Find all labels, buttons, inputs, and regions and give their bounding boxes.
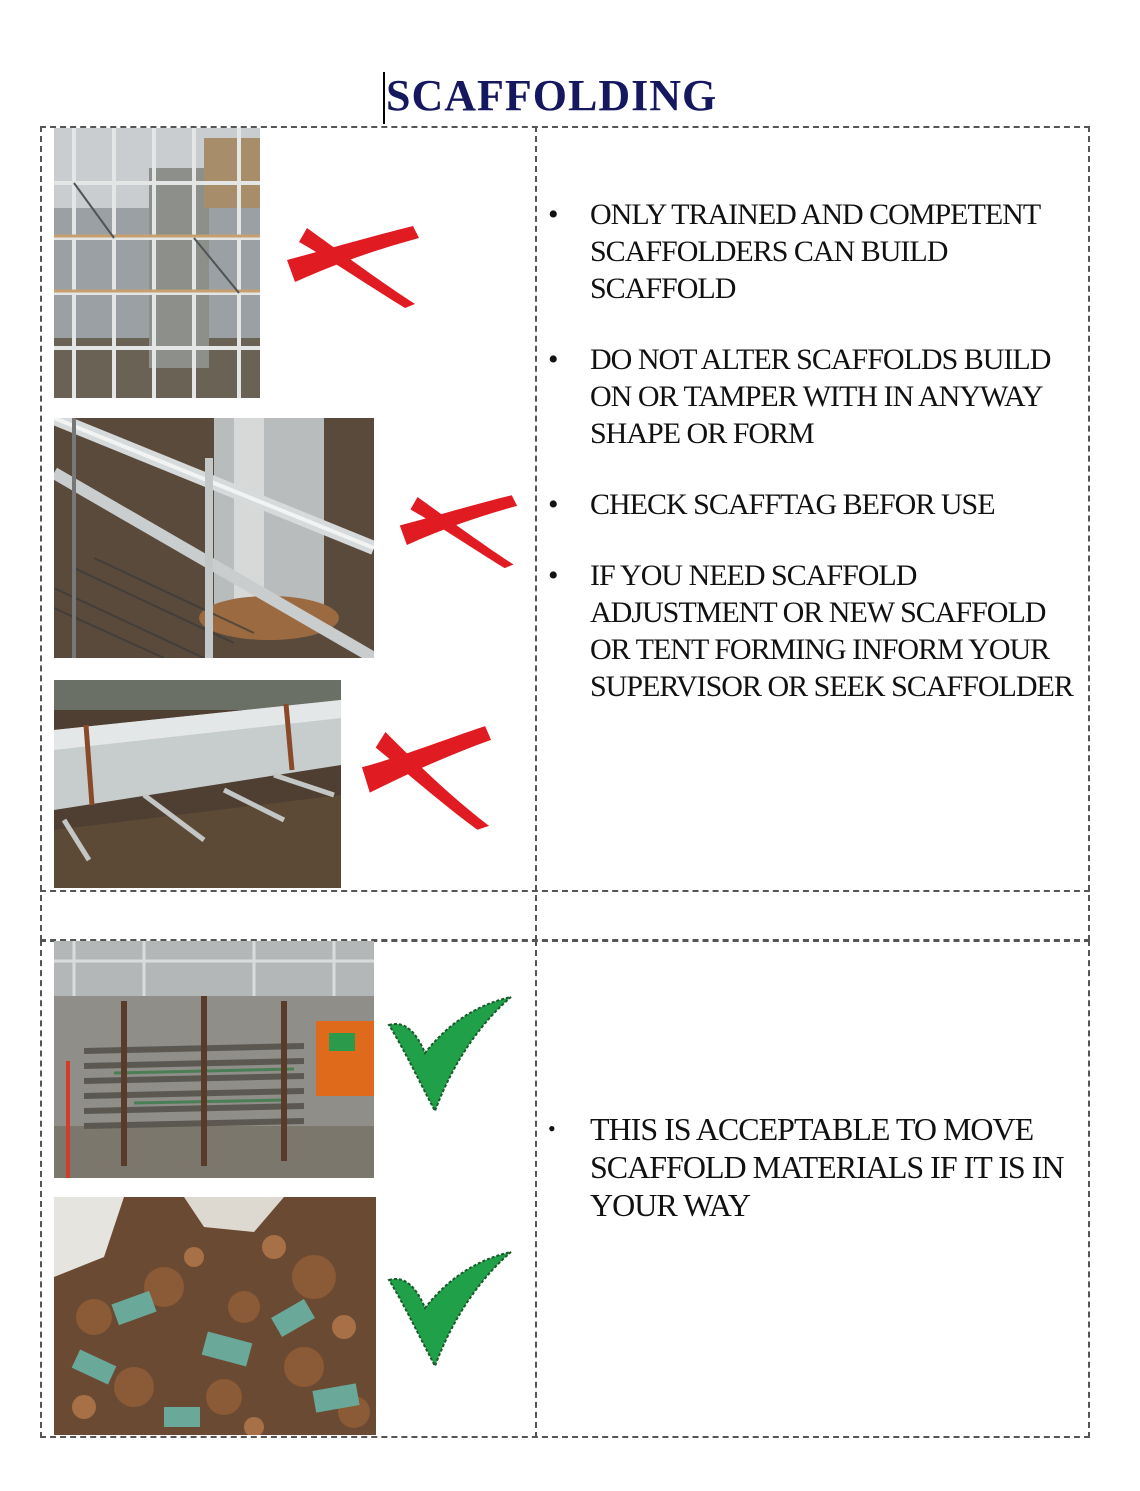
text-cursor — [383, 72, 385, 124]
table-divider — [535, 126, 537, 941]
red-cross-icon — [398, 487, 518, 571]
scaffold-tube-stillage-photo — [54, 941, 374, 1178]
green-check-icon — [385, 995, 515, 1115]
table-row-divider — [40, 890, 1090, 892]
dont-rules-list — [548, 196, 1088, 739]
red-cross-icon — [360, 722, 492, 830]
list-item: • THIS IS ACCEPTABLE TO MOVE SCAFFOLD MATERIALS IF IT IS IN YOUR WAY — [548, 1110, 1088, 1224]
list-item: • CHECK SCAFFTAG BEFOR USE — [548, 486, 1088, 523]
scaffold-tower-photo — [54, 128, 260, 398]
scaffold-fittings-skip-photo — [54, 1197, 376, 1435]
list-item: • IF YOU NEED SCAFFOLD ADJUSTMENT OR NEW SCAFFOLD OR TENT FORMING INFORM YOUR SUPERVISOR OR SEEK SCAFFOLDER — [548, 557, 1088, 705]
do-rules-list — [548, 1110, 1088, 1224]
red-cross-icon — [285, 220, 420, 308]
table-divider — [535, 940, 537, 1438]
page-title: SCAFFOLDING — [386, 71, 718, 120]
list-item: • ONLY TRAINED AND COMPETENT SCAFFOLDERS CAN BUILD SCAFFOLD — [548, 196, 1088, 307]
pipe-on-supports-photo — [54, 680, 341, 888]
green-check-icon — [385, 1250, 515, 1370]
handrail-pipe-photo — [54, 418, 374, 658]
list-item: • DO NOT ALTER SCAFFOLDS BUILD ON OR TAMPER WITH IN ANYWAY SHAPE OR FORM — [548, 341, 1088, 452]
